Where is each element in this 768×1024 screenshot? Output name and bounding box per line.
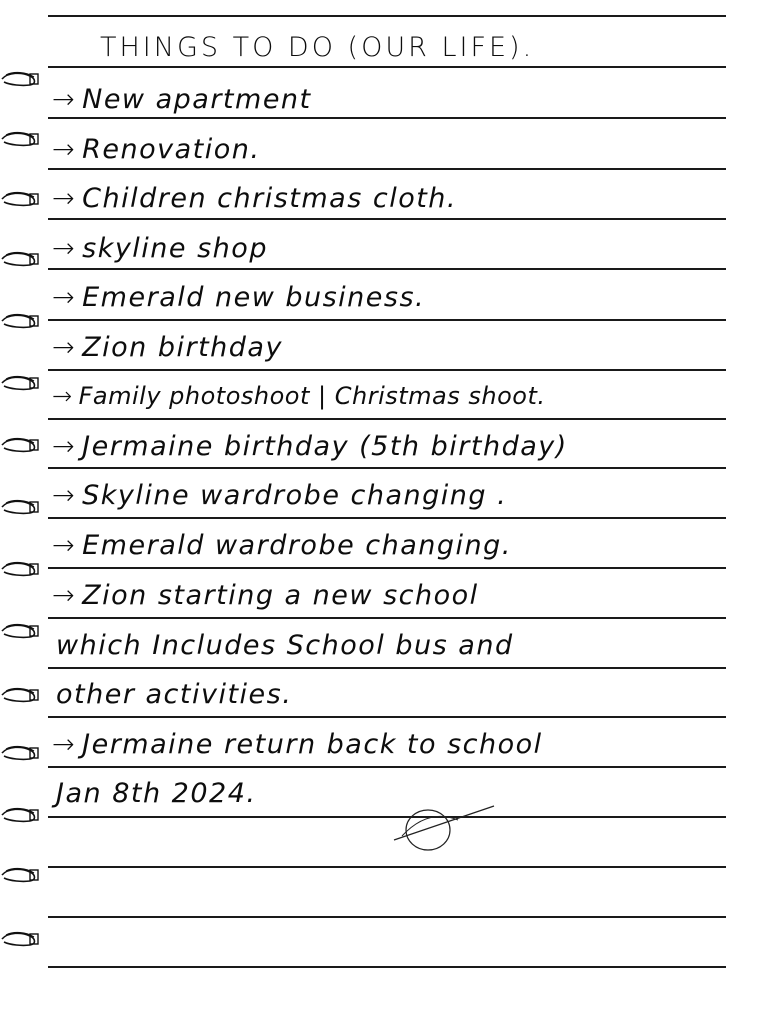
ruled-line bbox=[48, 866, 726, 868]
item-text: Family photoshoot | Christmas shoot. bbox=[78, 382, 546, 410]
list-item bbox=[52, 134, 260, 165]
list-item-continuation bbox=[56, 630, 514, 661]
list-item bbox=[52, 530, 512, 561]
arrow-icon: → bbox=[52, 382, 73, 410]
spiral-coil-icon bbox=[0, 866, 42, 884]
list-item bbox=[52, 282, 425, 313]
list-item bbox=[52, 84, 312, 115]
ruled-line bbox=[48, 966, 726, 968]
page-title: THINGS TO DO (OUR LIFE). bbox=[100, 32, 535, 63]
spiral-coil-icon bbox=[0, 686, 42, 704]
item-text: Children christmas cloth. bbox=[82, 183, 457, 214]
arrow-icon: → bbox=[52, 233, 77, 264]
list-item bbox=[52, 233, 268, 264]
ruled-line bbox=[48, 916, 726, 918]
arrow-icon: → bbox=[52, 530, 77, 561]
arrow-icon: → bbox=[52, 332, 77, 363]
list-item bbox=[52, 480, 507, 511]
ruled-line bbox=[48, 667, 726, 669]
item-text: Jermaine return back to school bbox=[82, 729, 543, 760]
ruled-line bbox=[48, 418, 726, 420]
item-text: other activities. bbox=[56, 679, 293, 710]
spiral-coil-icon bbox=[0, 374, 42, 392]
arrow-icon: → bbox=[52, 480, 77, 511]
spiral-coil-icon bbox=[0, 930, 42, 948]
ruled-line bbox=[48, 716, 726, 718]
ruled-line bbox=[48, 467, 726, 469]
item-text: Jermaine birthday (5th birthday) bbox=[82, 431, 568, 462]
item-text: Jan 8th 2024. bbox=[56, 778, 257, 809]
ruled-line bbox=[48, 66, 726, 68]
scribble-icon bbox=[388, 798, 498, 858]
spiral-coil-icon bbox=[0, 436, 42, 454]
list-item bbox=[52, 382, 545, 410]
item-text: which Includes School bus and bbox=[56, 630, 514, 661]
arrow-icon: → bbox=[52, 134, 77, 165]
list-item bbox=[52, 580, 479, 611]
ruled-line bbox=[48, 766, 726, 768]
ruled-line bbox=[48, 15, 726, 17]
spiral-coil-icon bbox=[0, 190, 42, 208]
list-item bbox=[52, 183, 457, 214]
list-item bbox=[52, 332, 283, 363]
item-text: Emerald wardrobe changing. bbox=[82, 530, 512, 561]
spiral-coil-icon bbox=[0, 498, 42, 516]
list-item bbox=[52, 729, 543, 760]
arrow-icon: → bbox=[52, 84, 77, 115]
item-text: skyline shop bbox=[82, 233, 268, 264]
ruled-line bbox=[48, 567, 726, 569]
item-text: Renovation. bbox=[82, 134, 261, 165]
item-text: Zion birthday bbox=[82, 332, 283, 363]
arrow-icon: → bbox=[52, 183, 77, 214]
spiral-coil-icon bbox=[0, 744, 42, 762]
spiral-coil-icon bbox=[0, 130, 42, 148]
arrow-icon: → bbox=[52, 580, 77, 611]
ruled-line bbox=[48, 268, 726, 270]
ruled-line bbox=[48, 369, 726, 371]
spiral-coil-icon bbox=[0, 622, 42, 640]
ruled-line bbox=[48, 816, 726, 818]
ruled-line bbox=[48, 168, 726, 170]
ruled-line bbox=[48, 319, 726, 321]
ruled-line bbox=[48, 517, 726, 519]
item-text: Zion starting a new school bbox=[82, 580, 479, 611]
list-item-continuation bbox=[56, 679, 292, 710]
list-item-continuation bbox=[56, 778, 256, 809]
item-text: Emerald new business. bbox=[82, 282, 426, 313]
spiral-coil-icon bbox=[0, 560, 42, 578]
spiral-coil-icon bbox=[0, 312, 42, 330]
list-item bbox=[52, 431, 568, 462]
ruled-line bbox=[48, 617, 726, 619]
arrow-icon: → bbox=[52, 431, 77, 462]
item-text: Skyline wardrobe changing . bbox=[82, 480, 508, 511]
arrow-icon: → bbox=[52, 729, 77, 760]
spiral-coil-icon bbox=[0, 70, 42, 88]
ruled-line bbox=[48, 218, 726, 220]
spiral-coil-icon bbox=[0, 806, 42, 824]
ruled-line bbox=[48, 117, 726, 119]
spiral-coil-icon bbox=[0, 250, 42, 268]
arrow-icon: → bbox=[52, 282, 77, 313]
item-text: New apartment bbox=[82, 84, 312, 115]
